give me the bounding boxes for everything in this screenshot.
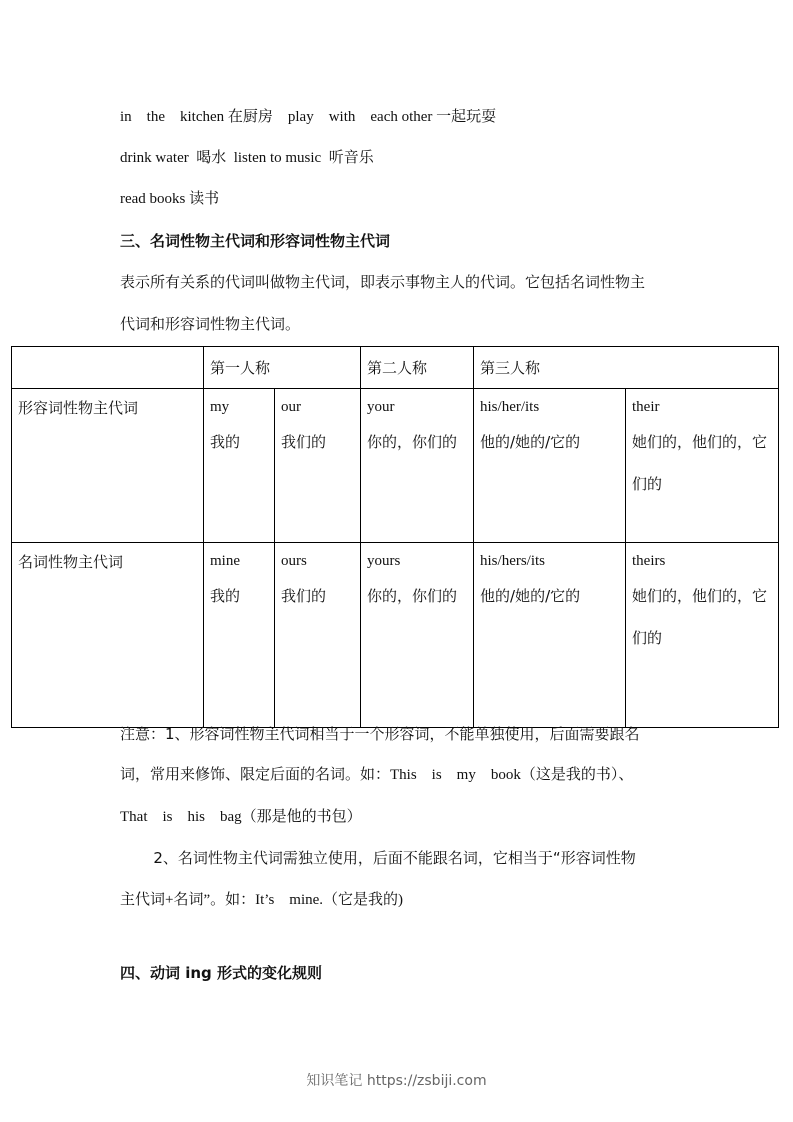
table-cell [474, 543, 626, 728]
cell-zh: 他的/她的/它的 [480, 433, 581, 451]
table-cell [626, 543, 779, 728]
cell-zh: 你的，你们的 [367, 587, 458, 605]
note-line-3: That is his bag（那是他的书包） [120, 809, 362, 825]
cell-zh: 我们的 [281, 433, 327, 451]
table-cell [474, 389, 626, 543]
vocab-line-1: in the kitchen 在厨房 play with each other 一起玩耍 [120, 109, 497, 125]
table-cell [204, 389, 275, 543]
cell-en: their [632, 399, 660, 415]
footer-watermark: 知识笔记 https://zsbiji.com [306, 1073, 487, 1089]
table-row [12, 389, 779, 543]
cell-en: ours [281, 553, 307, 569]
row-label-text: 形容词性物主代词 [18, 399, 139, 417]
pronoun-table [11, 346, 779, 728]
cell-en: theirs [632, 553, 666, 569]
table-cell [204, 543, 275, 728]
cell-zh: 你的，你们的 [367, 433, 458, 451]
row-label-text: 名词性物主代词 [18, 553, 124, 571]
cell-en: yours [367, 553, 401, 569]
table-cell [275, 543, 361, 728]
section-heading-3: 三、名词性物主代词和形容词性物主代词 [120, 232, 391, 250]
cell-zh: 她们的，他们的，它们的 [632, 433, 768, 493]
table-header-row [12, 347, 779, 389]
table-cell [361, 389, 474, 543]
vocab-line-2: drink water 喝水 listen to music 听音乐 [120, 150, 374, 166]
vocab-line-3: read books 读书 [120, 191, 220, 207]
note-line-5: 主代词+名词”。如：It’s mine.（它是我的) [120, 892, 404, 908]
cell-zh: 我的 [210, 587, 241, 605]
table-cell [361, 543, 474, 728]
cell-en: our [281, 399, 301, 415]
header-empty-cell [12, 347, 204, 389]
cell-en: his/hers/its [480, 553, 546, 569]
header-first-person: 第一人称 [204, 347, 361, 389]
section-heading-4: 四、动词 ing 形式的变化规则 [120, 964, 323, 982]
cell-en: my [210, 399, 230, 415]
table-cell [275, 389, 361, 543]
cell-zh: 他的/她的/它的 [480, 587, 581, 605]
row-label [12, 543, 204, 728]
cell-zh: 我们的 [281, 587, 327, 605]
header-second-person: 第二人称 [361, 347, 474, 389]
intro-paragraph-line-1: 表示所有关系的代词叫做物主代词，即表示事物主人的代词。它包括名词性物主 [120, 273, 646, 291]
cell-en: your [367, 399, 395, 415]
cell-en: mine [210, 553, 240, 569]
cell-zh: 我的 [210, 433, 241, 451]
table-cell [626, 389, 779, 543]
cell-zh: 她们的，他们的，它们的 [632, 587, 768, 647]
note-line-2: 词，常用来修饰、限定后面的名词。如：This is my book（这是我的书）、 [120, 767, 634, 783]
row-label [12, 389, 204, 543]
header-third-person: 第三人称 [474, 347, 779, 389]
intro-paragraph-line-2: 代词和形容词性物主代词。 [120, 315, 301, 333]
cell-en: his/her/its [480, 399, 540, 415]
note-line-4: 2、名词性物主代词需独立使用，后面不能跟名词，它相当于“形容词性物 [120, 849, 636, 867]
note-line-1: 注意：1、形容词性物主代词相当于一个形容词，不能单独使用，后面需要跟名 [120, 725, 640, 743]
table-row [12, 543, 779, 728]
